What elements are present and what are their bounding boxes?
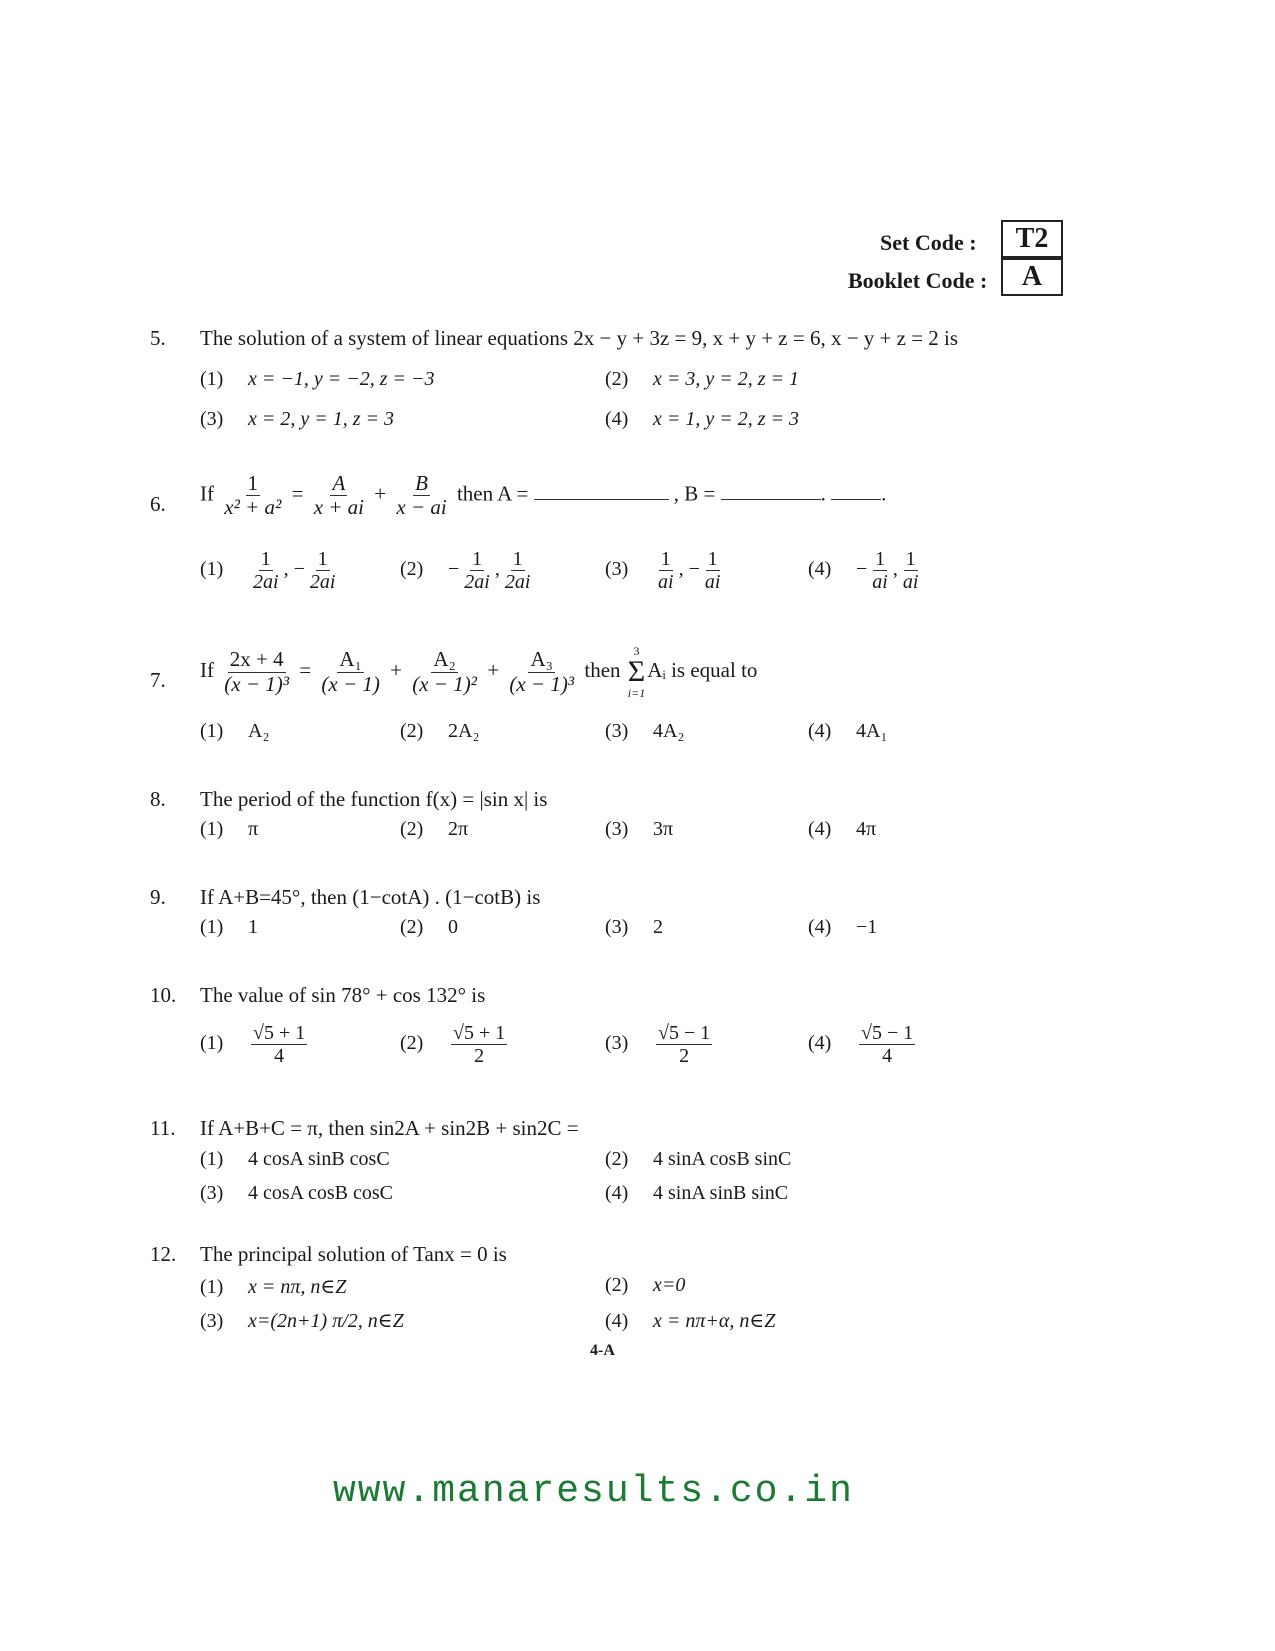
- option: [400, 548, 535, 593]
- numerator: A₂: [433, 647, 456, 672]
- option-text: x = nπ, n∈Z: [248, 1276, 347, 1298]
- option-text: 0: [448, 916, 458, 938]
- option-number: (4): [605, 1182, 629, 1204]
- option-text: 4A₁: [856, 720, 888, 742]
- question-number: 12.: [150, 1242, 177, 1266]
- then-a: then A =: [456, 481, 529, 506]
- then-text: then: [584, 657, 621, 682]
- option: [605, 368, 799, 391]
- question-lead: If: [200, 481, 214, 506]
- option-text: 4 sinA cosB sinC: [653, 1148, 792, 1170]
- denominator: 2ai: [253, 571, 279, 593]
- fraction: [312, 472, 366, 519]
- option: [200, 1148, 390, 1171]
- option-number: (3): [605, 1032, 629, 1055]
- numerator: 1: [512, 548, 523, 570]
- question-text: If $\frac{1}{\text{x² + a²}}$ = $\frac{A}{x + ai}$ + $\frac{B}{x - ai}$ then A = , B = . .: [200, 471, 887, 520]
- numerator: √5 − 1: [861, 1022, 914, 1044]
- option-text: 1: [248, 916, 258, 938]
- option: [400, 1022, 510, 1067]
- option-number: (3): [605, 818, 629, 840]
- option: [808, 548, 923, 593]
- option-number: (1): [200, 368, 224, 390]
- option-number: (1): [200, 720, 224, 742]
- set-code-box: T2: [1001, 220, 1063, 258]
- footer-url[interactable]: www.manaresults.co.in: [333, 1470, 854, 1513]
- numerator: B: [415, 471, 428, 495]
- option-number: (2): [605, 1148, 629, 1170]
- set-code-label: Set Code :: [880, 230, 977, 255]
- page-number: 4-A: [590, 1342, 615, 1359]
- denominator: ai: [902, 571, 919, 593]
- option-number: (1): [200, 916, 224, 938]
- option-text: A₂: [248, 720, 270, 742]
- option-number: (4): [808, 916, 832, 938]
- option: [605, 916, 663, 939]
- option-text: 4 cosA cosB cosC: [248, 1182, 393, 1204]
- fraction: [451, 1022, 507, 1067]
- option: [605, 408, 799, 431]
- fraction: [319, 648, 381, 695]
- option: [200, 1308, 404, 1333]
- option-number: (3): [200, 408, 224, 430]
- denominator: (x − 1)³: [509, 671, 575, 696]
- option: [200, 818, 258, 841]
- denominator: (x − 1): [321, 671, 380, 696]
- fraction: [703, 548, 723, 593]
- denominator: x − ai: [396, 495, 447, 520]
- question-lead: If: [200, 657, 214, 682]
- sigma-icon: Σ: [627, 655, 646, 688]
- numerator: 1: [317, 548, 328, 570]
- numerator: A₃: [530, 647, 553, 672]
- option-text: −1: [856, 916, 878, 938]
- numerator: 1: [660, 548, 671, 570]
- option-number: (4): [808, 720, 832, 742]
- option-text: 4A₂: [653, 720, 685, 742]
- numerator: 1: [260, 548, 271, 570]
- summation: [628, 645, 645, 699]
- option-text: x = −1, y = −2, z = −3: [248, 368, 435, 390]
- then-b: , B =: [673, 481, 716, 506]
- option-number: (4): [808, 558, 832, 581]
- fraction: [308, 548, 338, 593]
- fraction: [251, 548, 281, 593]
- tail-text: is equal to: [671, 657, 758, 682]
- option-number: (4): [605, 1310, 629, 1332]
- question-number: 5.: [150, 326, 166, 350]
- option-number: (2): [400, 818, 424, 840]
- option: [605, 1148, 791, 1171]
- option: [808, 916, 877, 939]
- fraction: [462, 548, 492, 593]
- denominator: 2ai: [464, 571, 490, 593]
- option-number: (4): [808, 818, 832, 840]
- booklet-code-box: A: [1001, 258, 1063, 296]
- option-text: π: [248, 818, 259, 840]
- answer-blank: [831, 498, 881, 500]
- question-number: 10.: [150, 983, 177, 1007]
- numerator: √5 + 1: [253, 1022, 306, 1044]
- option-number: (3): [605, 916, 629, 938]
- option-number: (3): [605, 558, 629, 581]
- option-number: (4): [605, 408, 629, 430]
- option-text: 4 sinA sinB sinC: [653, 1182, 789, 1204]
- numerator: √5 + 1: [453, 1022, 506, 1044]
- option-number: (3): [605, 720, 629, 742]
- sign: , −: [283, 558, 305, 581]
- option-number: (2): [400, 1032, 424, 1055]
- denominator: 4: [274, 1045, 285, 1067]
- sign: , −: [678, 558, 700, 581]
- booklet-code-label: Booklet Code :: [848, 268, 988, 293]
- option-number: (1): [200, 818, 224, 840]
- question-number: 11.: [150, 1116, 176, 1140]
- option-text: 4 cosA sinB cosC: [248, 1148, 390, 1170]
- option: [605, 1308, 775, 1333]
- option-text: 4π: [856, 818, 877, 840]
- option: [808, 720, 887, 743]
- fraction: [656, 1022, 712, 1067]
- option: [200, 408, 394, 431]
- option-number: (3): [200, 1310, 224, 1332]
- denominator: (x − 1)²: [412, 671, 477, 696]
- denominator: 4: [882, 1045, 893, 1067]
- numerator: 1: [875, 548, 886, 570]
- denominator: (x − 1)³: [224, 671, 290, 696]
- denominator: x + ai: [313, 495, 365, 520]
- question-text: If $\frac{2x + 4}{\text{(x − 1)³}}$ = $\frac{\text{A₁}}{(x - 1)}$ + $\frac{\text{A₂}}{\text{(x − 1)²}}$ + $\frac{\text{A₃}}{\text{(x − 1)³}}$ then 3 Σ i=1 Aᵢ is equal to: [200, 644, 758, 700]
- option: [200, 1022, 310, 1067]
- answer-blank: [534, 498, 669, 500]
- option-number: (1): [200, 1032, 224, 1055]
- option: [200, 1274, 346, 1299]
- question-text: If A+B=45°, then (1−cotA) . (1−cotB) is: [200, 885, 541, 909]
- fraction: [656, 548, 676, 593]
- numerator: A: [332, 471, 346, 495]
- option: [200, 548, 340, 593]
- denominator: ai: [658, 571, 674, 593]
- option-number: (2): [605, 1274, 629, 1296]
- option-number: (2): [605, 368, 629, 390]
- option-number: (2): [400, 558, 424, 581]
- denominator: 2: [474, 1045, 485, 1067]
- option: [200, 720, 269, 743]
- sum-upper: 3: [633, 644, 640, 658]
- numerator: 1: [707, 548, 718, 570]
- sign: ,: [892, 558, 898, 581]
- fraction: [251, 1022, 307, 1067]
- numerator: 1: [905, 548, 916, 570]
- option: [605, 818, 673, 841]
- fraction: [507, 648, 576, 695]
- question-number: 6.: [150, 492, 166, 516]
- sign: −: [856, 558, 868, 581]
- option: [400, 916, 458, 939]
- fraction: [410, 648, 479, 695]
- option-text: x = 1, y = 2, z = 3: [653, 408, 800, 430]
- option: [400, 720, 479, 743]
- numerator: 1: [247, 471, 259, 495]
- denominator: ai: [872, 571, 888, 593]
- numerator: √5 − 1: [658, 1022, 711, 1044]
- option: [605, 1022, 715, 1067]
- question-number: 7.: [150, 668, 166, 692]
- option-text: x = nπ+α, n∈Z: [653, 1310, 776, 1332]
- denominator: 2ai: [504, 571, 531, 593]
- numerator: 2x + 4: [229, 647, 284, 672]
- option-text: x=(2n+1) π/2, n∈Z: [248, 1310, 404, 1332]
- option: [605, 1274, 685, 1297]
- option-number: (1): [200, 1148, 224, 1170]
- option-text: x=0: [653, 1274, 686, 1296]
- option-number: (1): [200, 1276, 224, 1298]
- option: [605, 1182, 788, 1205]
- option-number: (1): [200, 558, 224, 581]
- option-text: 3π: [653, 818, 674, 840]
- option-number: (4): [808, 1032, 832, 1055]
- option: [200, 1182, 393, 1205]
- fraction: [222, 472, 283, 519]
- option: [400, 818, 468, 841]
- sum-lower: i=1: [627, 686, 646, 700]
- sign: ,: [494, 558, 500, 581]
- question-number: 8.: [150, 787, 166, 811]
- question-text: The period of the function f(x) = |sin x| is: [200, 787, 548, 811]
- option: [605, 720, 684, 743]
- fraction: [222, 648, 291, 695]
- option: [200, 368, 435, 391]
- question-text: The value of sin 78° + cos 132° is: [200, 983, 486, 1007]
- fraction: [394, 472, 448, 519]
- question-text: The principal solution of Tanx = 0 is: [200, 1242, 507, 1266]
- fraction: [870, 548, 890, 593]
- numerator: A₁: [339, 647, 362, 672]
- option: [808, 1022, 918, 1067]
- fraction: [859, 1022, 915, 1067]
- sum-term: Aᵢ: [647, 657, 666, 682]
- option-text: 2A₂: [448, 720, 480, 742]
- numerator: 1: [472, 548, 483, 570]
- question-text: The solution of a system of linear equations 2x − y + 3z = 9, x + y + z = 6, x − y + z = 2 is: [200, 326, 959, 350]
- question-number: 9.: [150, 885, 166, 909]
- fraction: [503, 548, 533, 593]
- option-number: (3): [200, 1182, 224, 1204]
- denominator: ai: [704, 571, 721, 593]
- denominator: 2: [679, 1045, 690, 1067]
- denominator: 2ai: [309, 571, 336, 593]
- option-number: (2): [400, 916, 424, 938]
- option-number: (2): [400, 720, 424, 742]
- option-text: x = 2, y = 1, z = 3: [248, 408, 395, 430]
- option: [200, 916, 258, 939]
- option-text: x = 3, y = 2, z = 1: [653, 368, 800, 390]
- sign: −: [448, 558, 460, 581]
- option-text: 2: [653, 916, 663, 938]
- option: [808, 818, 876, 841]
- answer-blank: [721, 498, 821, 500]
- denominator: x² + a²: [224, 495, 282, 520]
- question-text: If A+B+C = π, then sin2A + sin2B + sin2C =: [200, 1116, 579, 1140]
- option-text: 2π: [448, 818, 469, 840]
- option: [605, 548, 725, 593]
- fraction: [901, 548, 921, 593]
